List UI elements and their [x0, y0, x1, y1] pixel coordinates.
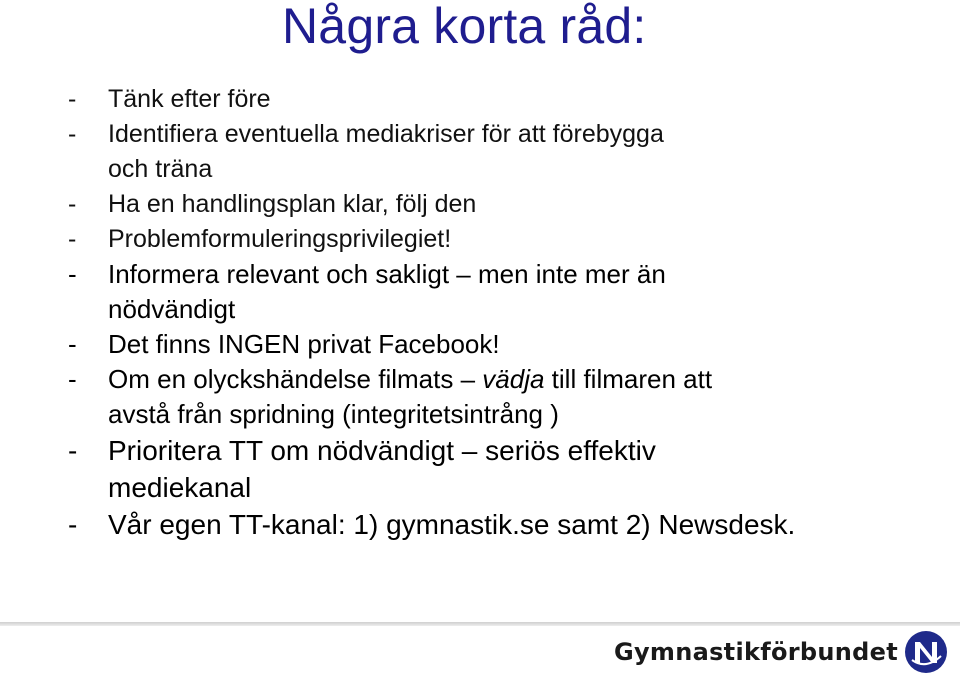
bullet-item	[68, 432, 928, 506]
bullet-item	[68, 187, 928, 222]
bullet-item	[68, 362, 928, 432]
bullet-text: Prioritera TT om nödvändigt – seriös effektiv mediekanal	[108, 435, 656, 503]
bullet-dash: -	[68, 120, 77, 148]
gymnastics-n-icon	[904, 630, 948, 674]
bullet-text: Ha en handlingsplan klar, följ den	[108, 190, 477, 218]
bullet-text: Problemformuleringsprivilegiet!	[108, 225, 452, 253]
bullet-item	[68, 257, 928, 327]
bullet-item	[68, 117, 928, 187]
bullet-item	[68, 82, 928, 117]
bullet-dash: -	[68, 259, 77, 289]
bullet-text: Informera relevant och sakligt – men inte mer än nödvändigt	[108, 259, 666, 324]
bullet-text-before: Om en olyckshändelse filmats –	[108, 364, 483, 394]
bullet-dash: -	[68, 364, 77, 394]
bullet-dash: -	[68, 435, 78, 466]
bullet-dash: -	[68, 509, 78, 540]
bullet-list	[68, 82, 928, 543]
bullet-text-after: till filmaren att avstå från spridning (integritetsintrång )	[108, 364, 713, 429]
bullet-text: Tänk efter före	[108, 85, 271, 113]
bullet-text: Vår egen TT-kanal: 1) gymnastik.se samt 2) Newsdesk.	[108, 509, 796, 540]
bullet-dash: -	[68, 190, 77, 218]
bullet-dash: -	[68, 85, 77, 113]
bullet-dash: -	[68, 225, 77, 253]
footer-logo	[614, 626, 948, 678]
slide-title: Några korta råd:	[282, 0, 647, 54]
bullet-item	[68, 327, 928, 362]
logo-text: Gymnastikförbundet	[613, 638, 898, 666]
bullet-text: Det finns INGEN privat Facebook!	[108, 329, 500, 359]
bullet-dash: -	[68, 329, 77, 359]
bullet-text: Identifiera eventuella mediakriser för att förebygga och träna	[108, 120, 664, 183]
bullet-item	[68, 222, 928, 257]
bullet-item	[68, 506, 928, 543]
bullet-emphasis: vädja	[482, 364, 545, 394]
